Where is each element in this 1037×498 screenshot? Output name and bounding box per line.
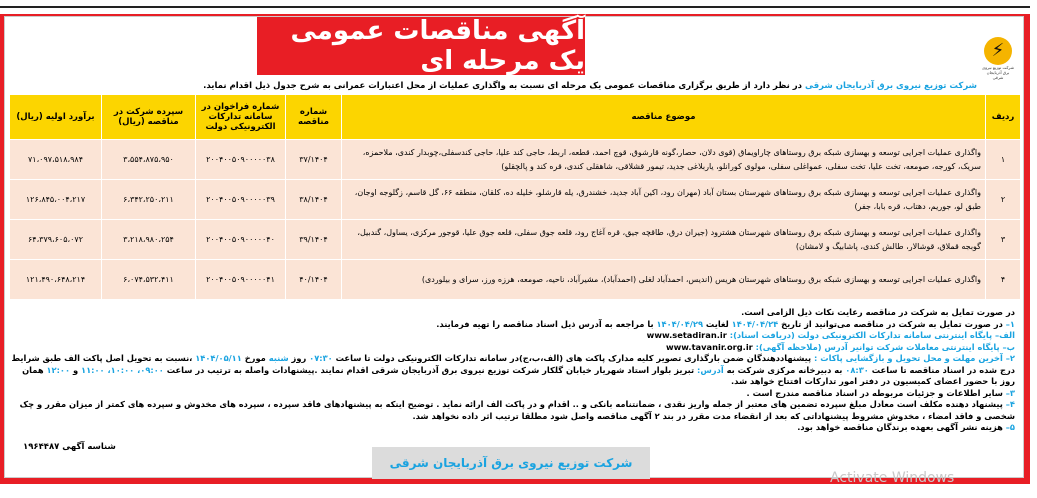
row-tender-no: ۳۹/۱۴۰۴ <box>286 220 342 260</box>
row-number: ۴ <box>986 260 1021 300</box>
row-tender-no: ۴۰/۱۴۰۴ <box>286 260 342 300</box>
notice-body <box>4 16 1024 478</box>
row-deposit: ۳،۲۱۸،۹۸۰،۲۵۴ <box>102 220 196 260</box>
col-deposit: سپرده شرکت در مناقصه (ریال) <box>102 95 196 140</box>
intro-text <box>203 81 977 91</box>
row-number: ۱ <box>986 140 1021 180</box>
activation-watermark: Activate Windows <box>830 470 955 486</box>
row-estimate: ۶۴،۳۷۹،۶۰۵،۰۷۲ <box>10 220 102 260</box>
row-number: ۳ <box>986 220 1021 260</box>
row-call-no: ۲۰۰۴۰۰۵۰۹۰۰۰۰۰۳۹ <box>196 180 286 220</box>
row-estimate: ۱۲۶،۸۴۵،۰۰۴،۲۱۷ <box>10 180 102 220</box>
row-call-no: ۲۰۰۴۰۰۵۰۹۰۰۰۰۰۳۸ <box>196 140 286 180</box>
row-estimate: ۷۱،۰۹۷،۵۱۸،۹۸۴ <box>10 140 102 180</box>
row-call-no: ۲۰۰۴۰۰۵۰۹۰۰۰۰۰۴۰ <box>196 220 286 260</box>
row-call-no: ۲۰۰۴۰۰۵۰۹۰۰۰۰۰۴۱ <box>196 260 286 300</box>
row-subject: واگذاری عملیات اجرایی توسعه و بهسازی شبکه برق روستاهای شهرستان هشترود (جیران درق، طاقچه جیق، قره آغاج رود، قلعه جوق سفلی، قلعه جوق علیا، قوجور مرکزی، یساول، گندبیل، گوبجه قملاق، قوشالار، طالش کندی، پاشابیگ و لامشان) <box>342 220 986 260</box>
col-tender-no: شماره مناقصه <box>286 95 342 140</box>
note-alef: الف– پایگاه اینترنتی سامانه تدارکات الکترونیکی دولت (دریافت اسناد): www.setadiran.ir <box>646 330 1015 340</box>
col-row: ردیف <box>986 95 1021 140</box>
row-estimate: ۱۲۱،۴۹۰،۶۴۸،۲۱۴ <box>10 260 102 300</box>
note-5: ۵– هزینه نشر آگهی بعهده برندگان مناقصه خواهد بود. <box>797 422 1015 432</box>
col-call-no: شماره فراخوان در سامانه تدارکات الکترونیکی دولت <box>196 95 286 140</box>
setadiran-link[interactable]: www.setadiran.ir <box>646 330 727 340</box>
tavanir-link[interactable]: www.tavanir.org.ir <box>665 341 753 352</box>
power-tower-icon: ⚡ <box>984 37 1012 65</box>
row-tender-no: ۳۷/۱۴۰۴ <box>286 140 342 180</box>
note-4: ۴– پیشنهاد دهنده مکلف است معادل مبلغ سپرده تضمین های معتبر از جمله واریز نقدی ، ضمانتنامه بانکی و .. اقدام و در پاکت الف ارائه نماید . توضیح اینکه به پیشنهادهای فاقد سپرده ، سپرده های مخدوش و سپرده های کمتر از میزان مقرر و چک شخصی و فاقد امضاء ، مخدوش مشروط پیشنهاداتی که بعد از انقضاء مدت مقرر در بند ۲ آگهی مناقصه واصل شود مطلقا ترتیب اثر داده نخواهد شد. <box>19 399 1015 421</box>
note-be: ب– پایگاه اینترنتی معاملات شرکت توانیر آدرس (ملاحظه آگهی): www.tavanir.org.ir <box>665 341 1015 352</box>
notice-title: آگهی مناقصات عمومی یک مرحله ای <box>257 17 585 75</box>
table-row <box>10 220 1021 260</box>
notice-frame <box>0 14 1030 484</box>
table-row <box>10 140 1021 180</box>
notes-intro: در صورت تمایل به شرکت در مناقصه رعایت نکات ذیل الزامی است. <box>741 307 1015 317</box>
notes <box>5 307 1015 434</box>
col-estimate: برآورد اولیه (ریال) <box>10 95 102 140</box>
company-name: شرکت توزیع نیروی برق آذربایجان شرقی <box>804 81 977 91</box>
logo-caption: شرکت توزیع نیروی برق آذربایجان شرقی <box>982 65 1014 80</box>
row-deposit: ۶،۳۴۲،۲۵۰،۲۱۱ <box>102 180 196 220</box>
row-subject: واگذاری عملیات اجرایی توسعه و بهسازی شبکه برق روستاهای شهرستان بستان آباد (مهران رود، اکین آباد جدید، خشندرق، یله قارشلو، خلیله ده، کلقان، منطقه ۶۶، گل قاسم، زگلوجه اوجان، طبق لو، جوریم، دهتاب، قره بابا، جفر) <box>342 180 986 220</box>
row-number: ۲ <box>986 180 1021 220</box>
intro-body: در نظر دارد از طریق برگزاری مناقصات عمومی یک مرحله ای نسبت به واگذاری عملیات از محل اعتبارات عمرانی به شرح جدول ذیل اقدام نماید. <box>203 81 805 91</box>
note-1: ۱– در صورت تمایل به شرکت در مناقصه می‌توانید از تاریخ ۱۴۰۴/۰۴/۲۴ لغایت ۱۴۰۴/۰۴/۲۹ با مراجعه به آدرس ذیل اسناد مناقصه را تهیه فرمایند. <box>436 318 1015 329</box>
footer-company: شرکت توزیع نیروی برق آذربایجان شرقی <box>372 447 650 479</box>
top-rule <box>0 6 1030 8</box>
ad-id: شناسه آگهی ۱۹۶۴۴۸۷ <box>23 442 116 452</box>
note-2: ۲– آخرین مهلت و محل تحویل و بازگشایی پاکات : پیشنهاددهندگان ضمن بارگذاری تصویر کلیه مدارک پاکت های (الف،ب،ج)در سامانه تدارکات الکترونیکی دولت تا ساعت ۰۷:۳۰ روز شنبه مورخ ۱۴۰۴/۰۵/۱۱ ،نسبت به تحویل اصل پاکت الف طبق شرایط درج شده در اسناد مناقصه تا ساعت ۰۸:۳۰ به دبیرخانه مرکزی شرکت به آدرس: تبریز بلوار استاد شهریار خیابان گلکار شرکت توزیع نیروی برق آذربایجان شرقی اقدام نمایند .پیشنهادات واصله به ترتیب در ساعت ۰۹:۰۰، ۱۰:۰۰، ۱۱:۰۰ و ۱۲:۰۰ همان روز با حضور اعضای کمیسیون در دفتر امور تدارکات افتتاح خواهد شد. <box>11 353 1015 386</box>
row-subject: واگذاری عملیات اجرایی توسعه و بهسازی شبکه برق روستاهای شهرستان هریس (اندیس، احمدآباد لغلی (احمدآباد)، مشیرآباد، ناحیه، صومعه، هرزه ورز، سرای و بیلوردی) <box>342 260 986 300</box>
tender-table <box>9 94 1021 300</box>
note-3: ۳– سایر اطلاعات و جزئیات مربوطه در اسناد مناقصه مندرج است . <box>746 387 1015 398</box>
row-subject: واگذاری عملیات اجرایی توسعه و بهسازی شبکه برق روستاهای چاراویماق (قوی دلان، حصار،گونه قارشوق، قوچ احمد، قطعه، اربط، حاجی کند علیا، حاجی کندسفلی،چوبدار کندی، ملاحمزه، سریک، کورجه، صومعه، تخت علیا، تخت سفلی، عمواغلی سفلی، مولوی کورانلو، یاربلاغی جدید، تیمور قشلاقی، شاهقلی کندی، قره کند و پالچقلو) <box>342 140 986 180</box>
table-row <box>10 180 1021 220</box>
col-subject: موضوع مناقصه <box>342 95 986 140</box>
table-row <box>10 260 1021 300</box>
company-logo <box>981 37 1015 80</box>
row-deposit: ۳،۵۵۴،۸۷۵،۹۵۰ <box>102 140 196 180</box>
row-deposit: ۶،۰۷۴،۵۳۲،۴۱۱ <box>102 260 196 300</box>
row-tender-no: ۳۸/۱۴۰۴ <box>286 180 342 220</box>
